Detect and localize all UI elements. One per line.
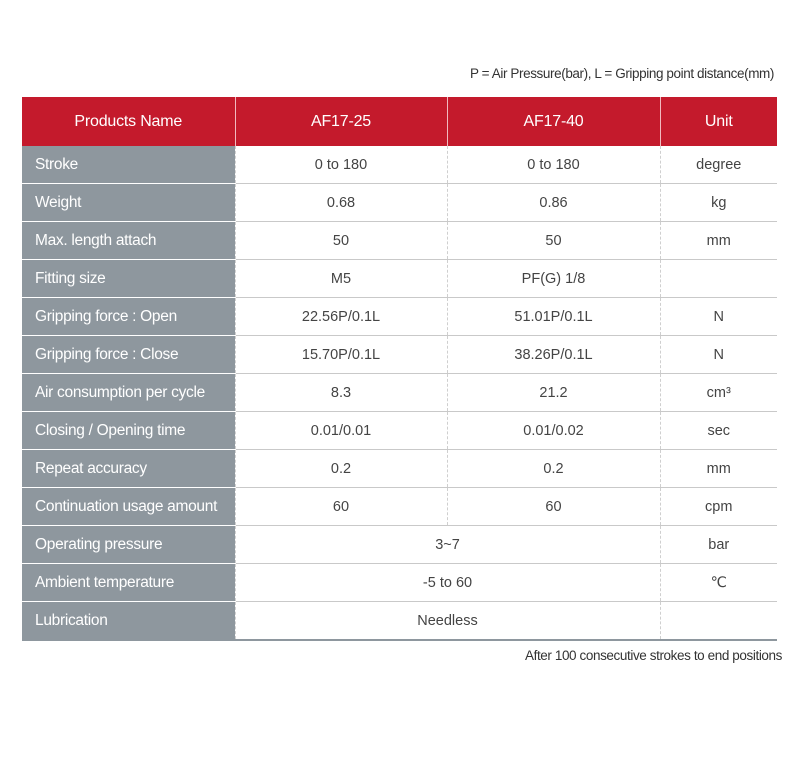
table-row <box>22 450 777 488</box>
table-row <box>22 374 777 412</box>
value-af17-40: 51.01P/0.1L <box>447 298 660 336</box>
value-unit <box>660 260 777 298</box>
table-row <box>22 260 777 298</box>
value-af17-25: 60 <box>235 488 447 526</box>
table-row <box>22 526 777 564</box>
legend-note: P = Air Pressure(bar), L = Gripping point distance(mm) <box>469 66 774 81</box>
table-row <box>22 564 777 602</box>
value-af17-40: 50 <box>447 222 660 260</box>
row-label: Gripping force : Close <box>22 336 235 374</box>
table-header-row <box>22 97 777 146</box>
value-af17-40: 0.2 <box>447 450 660 488</box>
table-row <box>22 488 777 526</box>
spec-table <box>22 97 777 641</box>
value-unit: N <box>660 336 777 374</box>
value-af17-25: 0 to 180 <box>235 146 447 184</box>
row-label: Continuation usage amount <box>22 488 235 526</box>
value-af17-40: 21.2 <box>447 374 660 412</box>
value-af17-40: 0.01/0.02 <box>447 412 660 450</box>
table-row <box>22 602 777 641</box>
table-row <box>22 222 777 260</box>
value-unit: sec <box>660 412 777 450</box>
value-shared: -5 to 60 <box>235 564 660 602</box>
value-shared: 3~7 <box>235 526 660 564</box>
row-label: Air consumption per cycle <box>22 374 235 412</box>
value-af17-25: 15.70P/0.1L <box>235 336 447 374</box>
value-unit: cm³ <box>660 374 777 412</box>
value-af17-25: M5 <box>235 260 447 298</box>
value-af17-25: 22.56P/0.1L <box>235 298 447 336</box>
value-af17-40: 0 to 180 <box>447 146 660 184</box>
row-label: Closing / Opening time <box>22 412 235 450</box>
row-label: Stroke <box>22 146 235 184</box>
value-unit: bar <box>660 526 777 564</box>
table-row <box>22 146 777 184</box>
value-unit: mm <box>660 450 777 488</box>
table-row <box>22 336 777 374</box>
header-model-af17-40: AF17-40 <box>447 97 660 146</box>
table-row <box>22 412 777 450</box>
value-af17-25: 8.3 <box>235 374 447 412</box>
row-label: Max. length attach <box>22 222 235 260</box>
header-model-af17-25: AF17-25 <box>235 97 447 146</box>
value-unit: kg <box>660 184 777 222</box>
value-af17-40: 0.86 <box>447 184 660 222</box>
value-af17-40: 60 <box>447 488 660 526</box>
table-row <box>22 184 777 222</box>
footnote: After 100 consecutive strokes to end positions <box>524 648 782 663</box>
header-products-name: Products Name <box>22 97 235 146</box>
value-unit: ℃ <box>660 564 777 602</box>
row-label: Ambient temperature <box>22 564 235 602</box>
row-label: Fitting size <box>22 260 235 298</box>
row-label: Gripping force : Open <box>22 298 235 336</box>
header-unit: Unit <box>660 97 777 146</box>
value-shared: Needless <box>235 602 660 641</box>
value-af17-25: 50 <box>235 222 447 260</box>
value-unit: N <box>660 298 777 336</box>
value-af17-40: 38.26P/0.1L <box>447 336 660 374</box>
table-row <box>22 298 777 336</box>
value-unit <box>660 602 777 641</box>
value-unit: mm <box>660 222 777 260</box>
row-label: Weight <box>22 184 235 222</box>
value-unit: degree <box>660 146 777 184</box>
value-af17-25: 0.68 <box>235 184 447 222</box>
value-af17-40: PF(G) 1/8 <box>447 260 660 298</box>
row-label: Lubrication <box>22 602 235 641</box>
value-af17-25: 0.01/0.01 <box>235 412 447 450</box>
value-af17-25: 0.2 <box>235 450 447 488</box>
value-unit: cpm <box>660 488 777 526</box>
row-label: Operating pressure <box>22 526 235 564</box>
row-label: Repeat accuracy <box>22 450 235 488</box>
